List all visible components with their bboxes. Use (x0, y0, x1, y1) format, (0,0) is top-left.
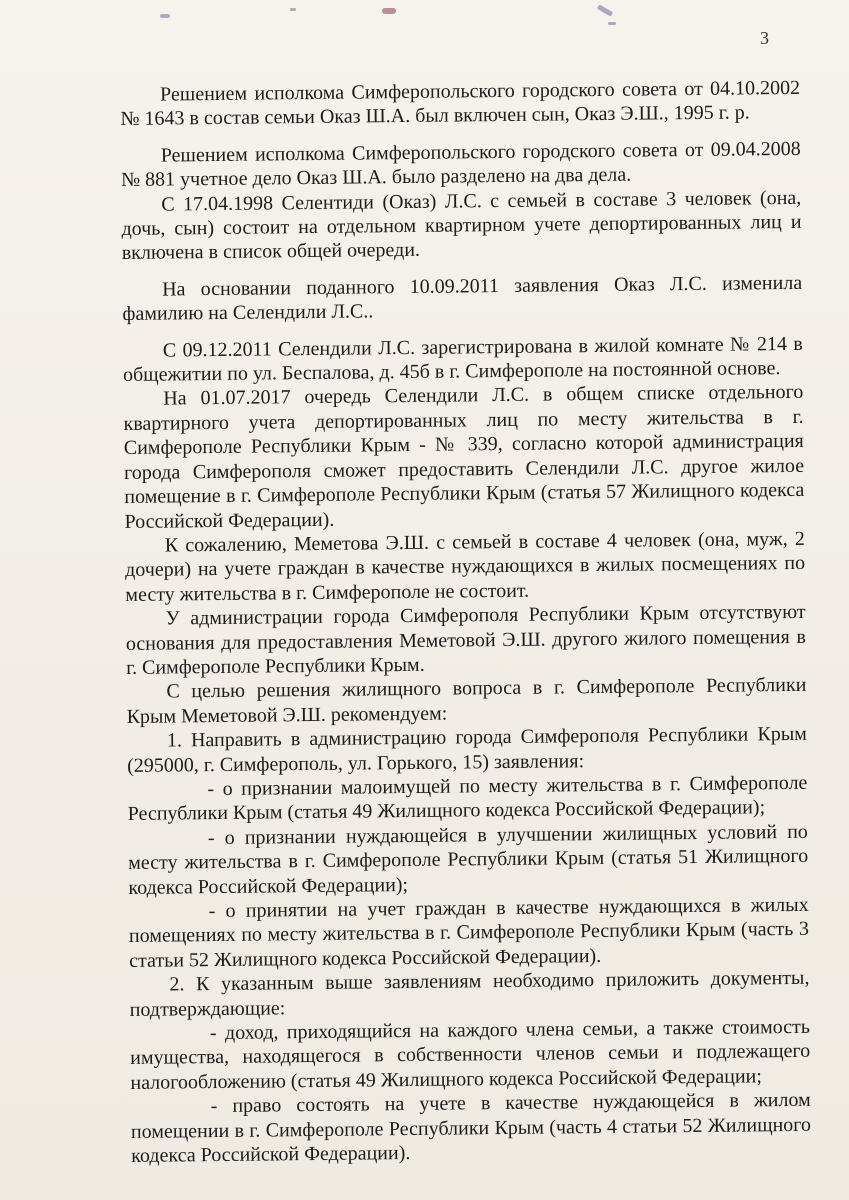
scan-mark (608, 22, 616, 25)
paragraph: Решением исполкома Симферопольского городского совета от 04.10.2002 № 1643 в состав семьи Оказ Ш.А. был включен сын, Оказ Э.Ш., 1995 г. р. (120, 76, 801, 131)
list-subitem: - о принятии на учет граждан в качестве нуждающихся в жилых помещениях по месту жительства в г. Симферополе Республики Крым (часть 3 статьи 52 Жилищного кодекса Российской Федерации). (128, 893, 810, 972)
paragraph: С 17.04.1998 Селентиди (Оказ) Л.С. с семьей в составе 3 человек (она, дочь, сын) состоит на отдельном квартирном учете депортированных лиц и включена в список общей очереди. (121, 186, 802, 265)
list-item: 1. Направить в администрацию города Симферополя Республики Крым (295000, г. Симферополь, ул. Горького, 15) заявления: (127, 722, 807, 777)
paragraph: На 01.07.2017 очередь Селендили Л.С. в общем списке отдельного квартирного учета депортированных лиц по месту жительства в г. Симферополе Республики Крым - № 339, согласно которой администрация города Симферополя сможет предоставить Селендили Л.С. другое жилое помещение в г. Симферополе Республики Крым (статья 57 Жилищного кодекса Российской Федерации). (123, 381, 805, 533)
paragraph: На основании поданного 10.09.2011 заявления Оказ Л.С. изменила фамилию на Селендили Л.С.. (122, 271, 803, 326)
list-item: 2. К указанным выше заявлениям необходимо приложить документы, подтверждающие: (129, 967, 810, 1021)
paragraph: К сожалению, Меметова Э.Ш. с семьей в составе 4 человек (она, муж, 2 дочери) на учете граждан в качестве нуждающихся в жилых посмещениях по месту жительства в г. Симферополе не состоит. (124, 527, 806, 606)
paragraph: С целью решения жилищного вопроса в г. Симферополе Республики Крым Меметовой Э.Ш. рекомендуем: (126, 674, 807, 728)
scan-mark (160, 14, 170, 18)
paragraph: У администрации города Симферополя Республики Крым отсутствуют основания для предоставления Меметовой Э.Ш. другого жилого помещения в г. Симферополе Республики Крым. (125, 600, 806, 679)
page-number: 3 (760, 28, 769, 48)
scan-mark (290, 8, 296, 11)
paragraph: С 09.12.2011 Селендили Л.С. зарегистрирована в жилой комнате № 214 в общежитии по ул. Беспалова, д. 45б в г. Симферополе на постоянной основе. (122, 332, 803, 387)
paragraph: Решением исполкома Симферопольского городского совета от 09.04.2008 № 881 учетное дело Оказ Ш.А. было разделено на два дела. (120, 137, 801, 192)
list-subitem: - о признании нуждающейся в улучшении жилищных условий по месту жительства в г. Симферополе Республики Крым (статья 51 Жилищного кодекса Российской Федерации); (128, 820, 809, 899)
scan-mark (382, 8, 396, 14)
scan-mark (597, 4, 613, 16)
list-subitem: - о признании малоимущей по месту жительства в г. Симферополе Республики Крым (статья 49 Жилищного кодекса Российской Федерации); (127, 771, 808, 826)
letter-body (120, 76, 811, 1169)
list-subitem: - доход, приходящийся на каждого члена семьи, а также стоимость имущества, находящегося в собственности членов семьи и подлежащего налогообложению (статья 49 Жилищного кодекса Российской Федерации; (130, 1015, 811, 1094)
list-subitem: - право состоять на учете в качестве нуждающейся в жилом помещении в г. Симферополе Республики Крым (часть 4 статьи 52 Жилищного кодекса Российской Федерации). (130, 1089, 812, 1168)
